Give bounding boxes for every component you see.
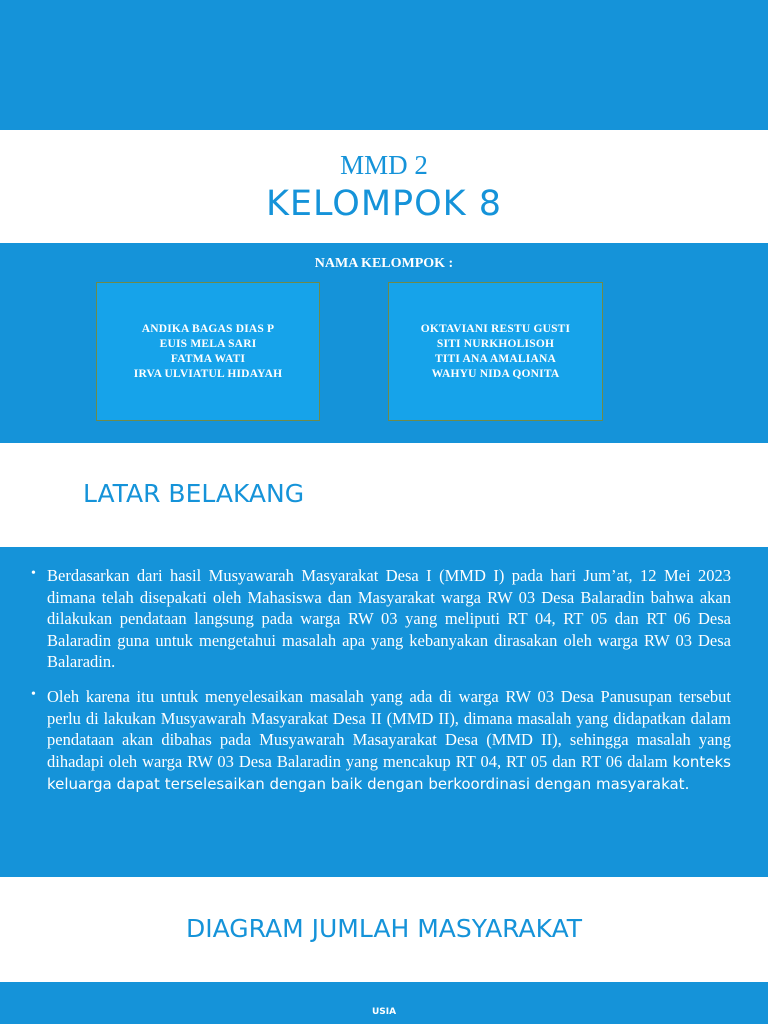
members-section <box>0 243 768 443</box>
member-name: SITI NURKHOLISOH <box>436 337 555 350</box>
section-title: DIAGRAM JUMLAH MASYARAKAT <box>185 914 583 943</box>
chart-section <box>0 982 768 1024</box>
member-box-left <box>96 282 320 421</box>
member-box-right <box>388 282 603 421</box>
member-name: FATMA WATI <box>170 352 246 365</box>
latar-title-section <box>0 443 768 547</box>
member-name: ANDIKA BAGAS DIAS P <box>141 322 275 335</box>
section-title: LATAR BELAKANG <box>83 479 305 508</box>
paragraph-1 <box>31 565 731 673</box>
member-name: IRVA ULVIATUL HIDAYAH <box>133 367 283 380</box>
members-heading: NAMA KELOMPOK : <box>314 256 454 271</box>
paragraph-text-sans: konteks keluarga dapat terselesaikan dengan baik dengan berkoordinasi dengan masyarakat. <box>47 752 731 793</box>
slide-title: KELOMPOK 8 <box>265 184 503 224</box>
member-list-left <box>134 322 282 382</box>
member-name: EUIS MELA SARI <box>159 337 257 350</box>
paragraph-text: Berdasarkan dari hasil Musyawarah Masyarakat Desa I (MMD I) pada hari Jum’at, 12 Mei 2023 dimana telah disepakati oleh Mahasiswa dan Masyarakat warga RW 03 Desa Balaradin bahwa akan dilakukan pendataan langsung pada warga RW 03 yang meliputi RT 04, RT 05 dan RT 06 Desa Balaradin guna untuk mengetahui masalah apa yang kebanyakan dirasakan oleh warga RW 03 Desa Balaradin. <box>47 566 731 671</box>
member-list-right <box>421 322 570 382</box>
bullet-icon: • <box>31 566 36 581</box>
top-banner <box>0 0 768 130</box>
member-name: OKTAVIANI RESTU GUSTI <box>420 322 571 335</box>
member-name: TITI ANA AMALIANA <box>435 352 556 365</box>
slide-subtitle: MMD 2 <box>340 150 428 180</box>
member-name: WAHYU NIDA QONITA <box>431 367 560 380</box>
diagram-title-section <box>0 877 768 982</box>
paragraph-2 <box>31 686 731 796</box>
paragraph-text: Oleh karena itu untuk menyelesaikan masalah yang ada di warga RW 03 Desa Panusupan tersebut perlu di lakukan Musyawarah Masyarakat Desa II (MMD II), dimana masalah yang didapatkan dalam pendataan akan dibahas pada Musyawarah Masayarakat Desa (MMD II), sehingga masalah yang dihadapi oleh warga RW 03 Desa Balaradin yang mencakup RT 04, RT 05 dan RT 06 dalam <box>47 687 731 771</box>
title-section <box>0 130 768 243</box>
bullet-icon: • <box>31 687 36 702</box>
axis-label: USIA <box>371 1007 397 1017</box>
latar-content-section <box>0 547 768 877</box>
